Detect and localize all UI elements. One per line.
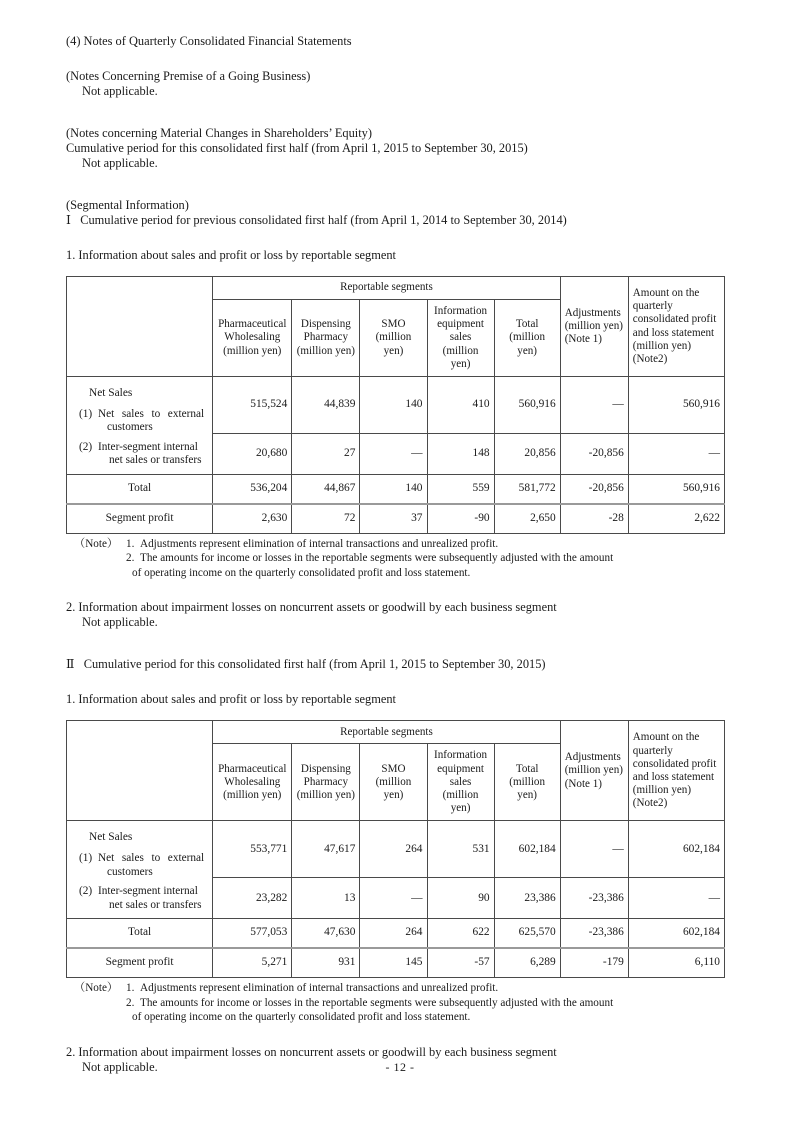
cell: 72 [292, 504, 360, 534]
cell: 625,570 [494, 919, 560, 949]
row-label-external-customers: (1) Net sales to external customers [79, 852, 205, 878]
note-block-1 [66, 537, 734, 581]
cell: — [628, 878, 724, 919]
cell: — [560, 377, 628, 434]
part1-item2-body: Not applicable. [82, 615, 158, 630]
cell: -57 [427, 948, 494, 978]
part2-item2-body: Not applicable. [82, 1059, 158, 1074]
cell: — [360, 878, 427, 919]
cell: 6,110 [628, 948, 724, 978]
part2-item2-heading: 2. Information about impairment losses on noncurrent assets or goodwill by each business segment [66, 1044, 557, 1059]
table-row-segment-profit [67, 504, 725, 534]
segmental-heading: (Segmental Information) [66, 198, 189, 212]
table-header-row-group [67, 277, 725, 300]
header-smo: SMO (million yen) [360, 744, 427, 821]
cell: 20,856 [494, 433, 560, 474]
cell: 931 [292, 948, 360, 978]
header-adjustments: Adjustments (million yen) (Note 1) [560, 277, 628, 377]
cell: -23,386 [560, 878, 628, 919]
cell: 5,271 [213, 948, 292, 978]
shareholders-equity-body: Not applicable. [82, 156, 158, 170]
cell: 23,282 [213, 878, 292, 919]
row-label-inter-segment: (2) Inter-segment internal net sales or transfers [79, 440, 202, 467]
header-total: Total (million yen) [494, 300, 560, 377]
part2-period-line [66, 657, 734, 672]
header-corner-cell [67, 721, 213, 821]
cell: -179 [560, 948, 628, 978]
going-business-heading: (Notes Concerning Premise of a Going Business) [66, 69, 311, 83]
cell: 27 [292, 433, 360, 474]
table-header-row-group [67, 721, 725, 744]
note-row: 2. The amounts for income or losses in the reportable segments were subsequently adjusted with the amount [126, 996, 614, 1009]
header-pharmaceutical-wholesaling: Pharmaceutical Wholesaling (million yen) [213, 300, 292, 377]
cell: 536,204 [213, 474, 292, 504]
row-label-segment-profit: Segment profit [67, 948, 213, 978]
row-label-segment-profit: Segment profit [67, 504, 213, 534]
row-label-net-sales: Net Sales [89, 387, 133, 399]
table-row-total [67, 919, 725, 949]
part1-item1-heading: 1. Information about sales and profit or loss by reportable segment [66, 248, 396, 262]
cell: -20,856 [560, 433, 628, 474]
table-row [67, 821, 725, 878]
going-business-body: Not applicable. [82, 84, 158, 98]
header-total: Total (million yen) [494, 744, 560, 821]
note-continuation: of operating income on the quarterly consolidated profit and loss statement. [132, 566, 471, 579]
row-label-net-sales: Net Sales [89, 831, 133, 844]
page-number: - 12 - [385, 1060, 415, 1074]
cell: 264 [360, 919, 427, 949]
cell: 47,617 [292, 821, 360, 878]
part1-numeral: Ⅰ [66, 213, 71, 227]
header-adjustments: Adjustments (million yen) (Note 1) [560, 721, 628, 821]
cell: 20,680 [213, 433, 292, 474]
cell: 44,867 [292, 474, 360, 504]
cell: 264 [360, 821, 427, 878]
cell: 622 [427, 919, 494, 949]
header-amount-consolidated: Amount on the quarterly consolidated profit and loss statement (million yen) (Note2) [628, 277, 724, 377]
header-dispensing-pharmacy: Dispensing Pharmacy (million yen) [292, 300, 360, 377]
row-label-net-sales-block [67, 377, 213, 475]
cell: 560,916 [494, 377, 560, 434]
header-amount-consolidated: Amount on the quarterly consolidated profit and loss statement (million yen) (Note2) [628, 721, 724, 821]
note-block-2 [66, 981, 734, 1025]
document-content [66, 34, 734, 1075]
cell: 23,386 [494, 878, 560, 919]
cell: -28 [560, 504, 628, 534]
cell: 560,916 [628, 377, 724, 434]
table-row [67, 377, 725, 434]
header-corner-cell [67, 277, 213, 377]
cell: 44,839 [292, 377, 360, 434]
cell: 6,289 [494, 948, 560, 978]
cell: 145 [360, 948, 427, 978]
cell: 553,771 [213, 821, 292, 878]
table-row-total [67, 474, 725, 504]
cell: 515,524 [213, 377, 292, 434]
shareholders-equity-heading: (Notes concerning Material Changes in Shareholders’ Equity) [66, 126, 373, 140]
header-smo: SMO (million yen) [360, 300, 427, 377]
part1-period-line [66, 213, 734, 228]
note-continuation: of operating income on the quarterly consolidated profit and loss statement. [132, 1011, 471, 1024]
cell: 602,184 [628, 821, 724, 878]
note-row: 2. The amounts for income or losses in the reportable segments were subsequently adjusted with the amount [126, 552, 614, 565]
part1-item2-heading: 2. Information about impairment losses on noncurrent assets or goodwill by each business segment [66, 600, 557, 615]
cell: 560,916 [628, 474, 724, 504]
shareholders-equity-period: Cumulative period for this consolidated first half (from April 1, 2015 to September 30, 2015) [66, 141, 528, 155]
section-heading: (4) Notes of Quarterly Consolidated Financial Statements [66, 34, 352, 48]
cell: 2,630 [213, 504, 292, 534]
cell: -20,856 [560, 474, 628, 504]
cell: 559 [427, 474, 494, 504]
part2-item1-heading: 1. Information about sales and profit or loss by reportable segment [66, 692, 396, 707]
cell: 140 [360, 377, 427, 434]
row-label-inter-segment: (2) Inter-segment internal net sales or transfers [79, 885, 202, 911]
part2-numeral: Ⅱ [66, 657, 75, 672]
header-reportable-segments: Reportable segments [213, 721, 561, 744]
cell: 602,184 [494, 821, 560, 878]
part1-period: Cumulative period for previous consolidated first half (from April 1, 2014 to September 30, 2014) [80, 213, 567, 227]
segment-table-fy2014 [66, 276, 725, 534]
header-information-equipment-sales: Information equipment sales (million yen) [427, 300, 494, 377]
table-row-segment-profit [67, 948, 725, 978]
cell: 37 [360, 504, 427, 534]
cell: -23,386 [560, 919, 628, 949]
header-dispensing-pharmacy: Dispensing Pharmacy (million yen) [292, 744, 360, 821]
cell: 577,053 [213, 919, 292, 949]
cell: 531 [427, 821, 494, 878]
row-label-net-sales-block [67, 821, 213, 919]
cell: 2,622 [628, 504, 724, 534]
row-label-total: Total [67, 474, 213, 504]
note-row: （Note） 1. Adjustments represent elimination of internal transactions and unrealized profit. [74, 537, 499, 550]
cell: 148 [427, 433, 494, 474]
cell: 90 [427, 878, 494, 919]
cell: -90 [427, 504, 494, 534]
cell: 13 [292, 878, 360, 919]
cell: 602,184 [628, 919, 724, 949]
segment-table-fy2015 [66, 720, 725, 978]
row-label-external-customers: (1) Net sales to external customers [79, 408, 205, 434]
cell: 410 [427, 377, 494, 434]
cell: 581,772 [494, 474, 560, 504]
cell: 47,630 [292, 919, 360, 949]
header-information-equipment-sales: Information equipment sales (million yen) [427, 744, 494, 821]
row-label-total: Total [67, 919, 213, 949]
note-row: （Note） 1. Adjustments represent elimination of internal transactions and unrealized profit. [74, 982, 499, 995]
cell: — [628, 433, 724, 474]
part2-period: Cumulative period for this consolidated first half (from April 1, 2015 to September 30, 2015) [83, 657, 546, 672]
header-pharmaceutical-wholesaling: Pharmaceutical Wholesaling (million yen) [213, 744, 292, 821]
cell: — [560, 821, 628, 878]
cell: 140 [360, 474, 427, 504]
cell: 2,650 [494, 504, 560, 534]
header-reportable-segments: Reportable segments [213, 277, 561, 300]
cell: — [360, 433, 427, 474]
